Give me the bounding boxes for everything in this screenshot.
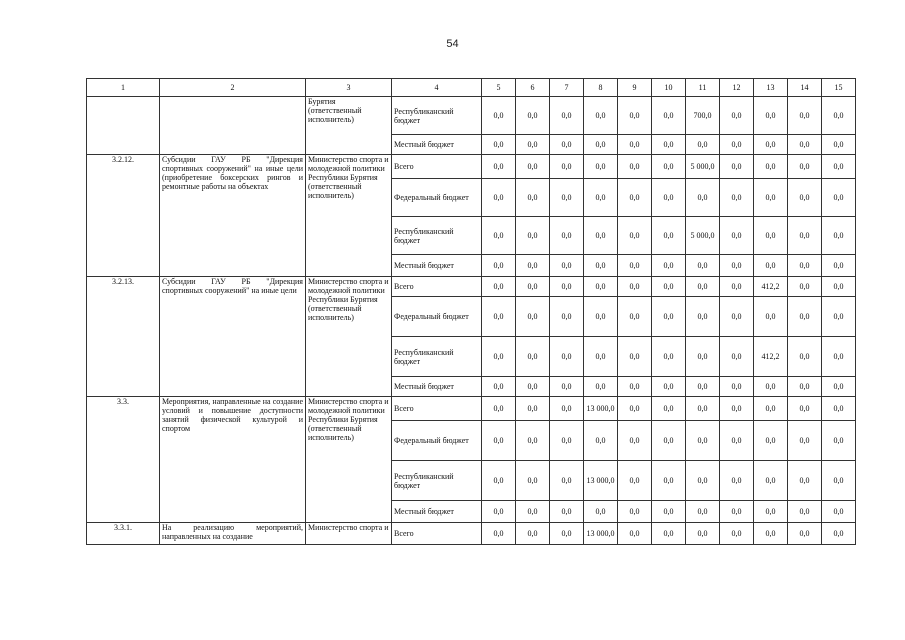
header-cell: 6 [516,79,550,97]
value-cell: 0,0 [788,297,822,337]
value-cell: 0,0 [652,397,686,421]
funding-source-cell: Местный бюджет [392,377,482,397]
header-cell: 9 [618,79,652,97]
header-cell: 3 [306,79,392,97]
value-cell: 0,0 [618,523,652,545]
value-cell: 0,0 [550,397,584,421]
value-cell: 0,0 [652,421,686,461]
funding-source-cell: Всего [392,155,482,179]
value-cell: 0,0 [822,377,856,397]
value-cell: 0,0 [754,501,788,523]
item-number-cell: 3.3. [87,397,160,523]
funding-source-cell: Местный бюджет [392,135,482,155]
value-cell: 0,0 [720,377,754,397]
value-cell: 0,0 [754,97,788,135]
value-cell: 0,0 [516,501,550,523]
value-cell: 0,0 [822,501,856,523]
funding-source-cell: Всего [392,523,482,545]
value-cell: 0,0 [822,461,856,501]
value-cell: 0,0 [788,135,822,155]
value-cell: 0,0 [584,155,618,179]
value-cell: 0,0 [516,337,550,377]
value-cell: 5 000,0 [686,217,720,255]
value-cell: 0,0 [482,523,516,545]
value-cell: 0,0 [516,255,550,277]
value-cell: 0,0 [618,179,652,217]
value-cell: 0,0 [720,135,754,155]
value-cell: 0,0 [822,179,856,217]
value-cell: 0,0 [686,277,720,297]
value-cell: 0,0 [822,255,856,277]
value-cell: 0,0 [652,523,686,545]
value-cell: 0,0 [516,461,550,501]
value-cell: 0,0 [482,217,516,255]
value-cell: 0,0 [686,421,720,461]
value-cell: 0,0 [550,337,584,377]
value-cell: 5 000,0 [686,155,720,179]
value-cell: 0,0 [482,397,516,421]
table-row [87,97,856,135]
value-cell: 13 000,0 [584,461,618,501]
value-cell: 0,0 [618,501,652,523]
value-cell: 0,0 [720,461,754,501]
header-cell: 2 [160,79,306,97]
value-cell: 0,0 [788,255,822,277]
value-cell: 0,0 [584,277,618,297]
value-cell: 0,0 [720,255,754,277]
executor-cell: Министерство спорта и молодежной политики Республики Бурятия (ответственный исполнитель) [306,277,392,397]
table-row [87,523,856,545]
executor-cell: Министерство спорта и [306,523,392,545]
value-cell: 0,0 [822,277,856,297]
value-cell: 0,0 [788,421,822,461]
value-cell: 0,0 [652,97,686,135]
value-cell: 0,0 [686,135,720,155]
table-row [87,155,856,179]
value-cell: 0,0 [788,337,822,377]
header-cell: 13 [754,79,788,97]
value-cell: 0,0 [482,277,516,297]
value-cell: 0,0 [652,255,686,277]
funding-source-cell: Федеральный бюджет [392,179,482,217]
value-cell: 13 000,0 [584,523,618,545]
header-cell: 10 [652,79,686,97]
value-cell: 0,0 [584,337,618,377]
funding-source-cell: Республиканский бюджет [392,461,482,501]
executor-cell: Министерство спорта и молодежной политики Республики Бурятия (ответственный исполнитель) [306,397,392,523]
value-cell: 0,0 [788,501,822,523]
value-cell: 0,0 [686,461,720,501]
value-cell: 0,0 [754,217,788,255]
value-cell: 0,0 [652,377,686,397]
budget-table [86,78,856,545]
value-cell: 0,0 [822,397,856,421]
executor-cell: Бурятия (ответственный исполнитель) [306,97,392,155]
funding-source-cell: Всего [392,277,482,297]
value-cell: 0,0 [618,337,652,377]
table-body [87,97,856,545]
item-number-cell: 3.2.13. [87,277,160,397]
value-cell: 0,0 [550,135,584,155]
value-cell: 0,0 [788,217,822,255]
value-cell: 0,0 [584,377,618,397]
value-cell: 0,0 [652,461,686,501]
value-cell: 0,0 [482,179,516,217]
value-cell: 700,0 [686,97,720,135]
value-cell: 0,0 [822,135,856,155]
value-cell: 0,0 [584,135,618,155]
value-cell: 0,0 [754,461,788,501]
header-cell: 11 [686,79,720,97]
value-cell: 0,0 [720,397,754,421]
value-cell: 0,0 [618,255,652,277]
value-cell: 0,0 [516,155,550,179]
value-cell: 0,0 [720,155,754,179]
value-cell: 0,0 [618,217,652,255]
value-cell: 0,0 [720,523,754,545]
item-name-cell: На реализацию мероприятий, направленных на создание [160,523,306,545]
value-cell: 412,2 [754,337,788,377]
value-cell: 0,0 [822,155,856,179]
value-cell: 0,0 [686,297,720,337]
value-cell: 0,0 [618,277,652,297]
value-cell: 0,0 [550,377,584,397]
value-cell: 0,0 [754,297,788,337]
item-number-cell [87,97,160,155]
value-cell: 0,0 [550,255,584,277]
executor-cell: Министерство спорта и молодежной политики Республики Бурятия (ответственный исполнитель) [306,155,392,277]
value-cell: 0,0 [550,155,584,179]
value-cell: 0,0 [754,255,788,277]
value-cell: 0,0 [652,217,686,255]
item-name-cell: Субсидии ГАУ РБ "Дирекция спортивных сооружений" на иные цели (приобретение боксерских рингов и ремонтные работы на объектах [160,155,306,277]
value-cell: 0,0 [788,179,822,217]
header-cell: 5 [482,79,516,97]
value-cell: 0,0 [788,397,822,421]
value-cell: 0,0 [686,337,720,377]
value-cell: 0,0 [686,179,720,217]
header-cell: 4 [392,79,482,97]
value-cell: 0,0 [652,277,686,297]
value-cell: 0,0 [788,461,822,501]
item-name-cell: Мероприятия, направленные на создание условий и повышение доступности занятий физической культурой и спортом [160,397,306,523]
value-cell: 0,0 [516,421,550,461]
header-cell: 8 [584,79,618,97]
value-cell: 0,0 [788,155,822,179]
value-cell: 0,0 [822,337,856,377]
value-cell: 0,0 [720,217,754,255]
value-cell: 0,0 [516,97,550,135]
value-cell: 0,0 [618,155,652,179]
value-cell: 0,0 [822,97,856,135]
value-cell: 0,0 [516,179,550,217]
page-number: 54 [446,38,459,50]
item-number-cell: 3.3.1. [87,523,160,545]
value-cell: 0,0 [686,255,720,277]
header-cell: 12 [720,79,754,97]
value-cell: 0,0 [550,217,584,255]
header-cell: 7 [550,79,584,97]
value-cell: 0,0 [516,397,550,421]
value-cell: 0,0 [482,97,516,135]
item-name-cell: Субсидии ГАУ РБ "Дирекция спортивных сооружений" на иные цели [160,277,306,397]
value-cell: 0,0 [482,135,516,155]
value-cell: 0,0 [652,135,686,155]
value-cell: 0,0 [686,377,720,397]
header-row [87,79,856,97]
value-cell: 0,0 [652,337,686,377]
value-cell: 0,0 [584,501,618,523]
value-cell: 0,0 [482,461,516,501]
value-cell: 0,0 [618,135,652,155]
value-cell: 0,0 [550,501,584,523]
value-cell: 0,0 [482,377,516,397]
value-cell: 0,0 [482,501,516,523]
value-cell: 412,2 [754,277,788,297]
value-cell: 0,0 [822,421,856,461]
value-cell: 0,0 [550,179,584,217]
value-cell: 0,0 [516,377,550,397]
value-cell: 0,0 [754,155,788,179]
value-cell: 0,0 [550,523,584,545]
value-cell: 0,0 [720,297,754,337]
value-cell: 0,0 [720,501,754,523]
funding-source-cell: Всего [392,397,482,421]
value-cell: 0,0 [516,523,550,545]
value-cell: 0,0 [822,297,856,337]
value-cell: 0,0 [652,297,686,337]
value-cell: 0,0 [550,421,584,461]
value-cell: 0,0 [516,135,550,155]
value-cell: 0,0 [584,421,618,461]
value-cell: 0,0 [652,179,686,217]
value-cell: 0,0 [754,179,788,217]
funding-source-cell: Федеральный бюджет [392,421,482,461]
value-cell: 13 000,0 [584,397,618,421]
table-header [87,79,856,97]
funding-source-cell: Местный бюджет [392,255,482,277]
value-cell: 0,0 [720,97,754,135]
value-cell: 0,0 [584,179,618,217]
value-cell: 0,0 [516,217,550,255]
header-cell: 14 [788,79,822,97]
value-cell: 0,0 [686,501,720,523]
value-cell: 0,0 [754,377,788,397]
value-cell: 0,0 [550,461,584,501]
value-cell: 0,0 [754,397,788,421]
value-cell: 0,0 [822,523,856,545]
value-cell: 0,0 [550,277,584,297]
value-cell: 0,0 [720,179,754,217]
value-cell: 0,0 [788,523,822,545]
value-cell: 0,0 [720,277,754,297]
value-cell: 0,0 [550,97,584,135]
header-cell: 1 [87,79,160,97]
funding-source-cell: Местный бюджет [392,501,482,523]
value-cell: 0,0 [754,421,788,461]
value-cell: 0,0 [584,97,618,135]
header-cell: 15 [822,79,856,97]
value-cell: 0,0 [686,397,720,421]
value-cell: 0,0 [720,337,754,377]
value-cell: 0,0 [686,523,720,545]
value-cell: 0,0 [788,97,822,135]
value-cell: 0,0 [652,155,686,179]
value-cell: 0,0 [516,277,550,297]
value-cell: 0,0 [754,135,788,155]
value-cell: 0,0 [720,421,754,461]
table-row [87,397,856,421]
value-cell: 0,0 [482,337,516,377]
value-cell: 0,0 [618,461,652,501]
table-row [87,277,856,297]
value-cell: 0,0 [618,421,652,461]
value-cell: 0,0 [584,255,618,277]
item-number-cell: 3.2.12. [87,155,160,277]
value-cell: 0,0 [618,297,652,337]
value-cell: 0,0 [788,277,822,297]
value-cell: 0,0 [482,155,516,179]
value-cell: 0,0 [788,377,822,397]
value-cell: 0,0 [618,397,652,421]
value-cell: 0,0 [584,217,618,255]
funding-source-cell: Федеральный бюджет [392,297,482,337]
value-cell: 0,0 [822,217,856,255]
value-cell: 0,0 [550,297,584,337]
value-cell: 0,0 [516,297,550,337]
item-name-cell [160,97,306,155]
funding-source-cell: Республиканский бюджет [392,337,482,377]
value-cell: 0,0 [584,297,618,337]
value-cell: 0,0 [482,255,516,277]
value-cell: 0,0 [482,297,516,337]
value-cell: 0,0 [618,97,652,135]
value-cell: 0,0 [618,377,652,397]
value-cell: 0,0 [754,523,788,545]
funding-source-cell: Республиканский бюджет [392,97,482,135]
value-cell: 0,0 [652,501,686,523]
value-cell: 0,0 [482,421,516,461]
funding-source-cell: Республиканский бюджет [392,217,482,255]
